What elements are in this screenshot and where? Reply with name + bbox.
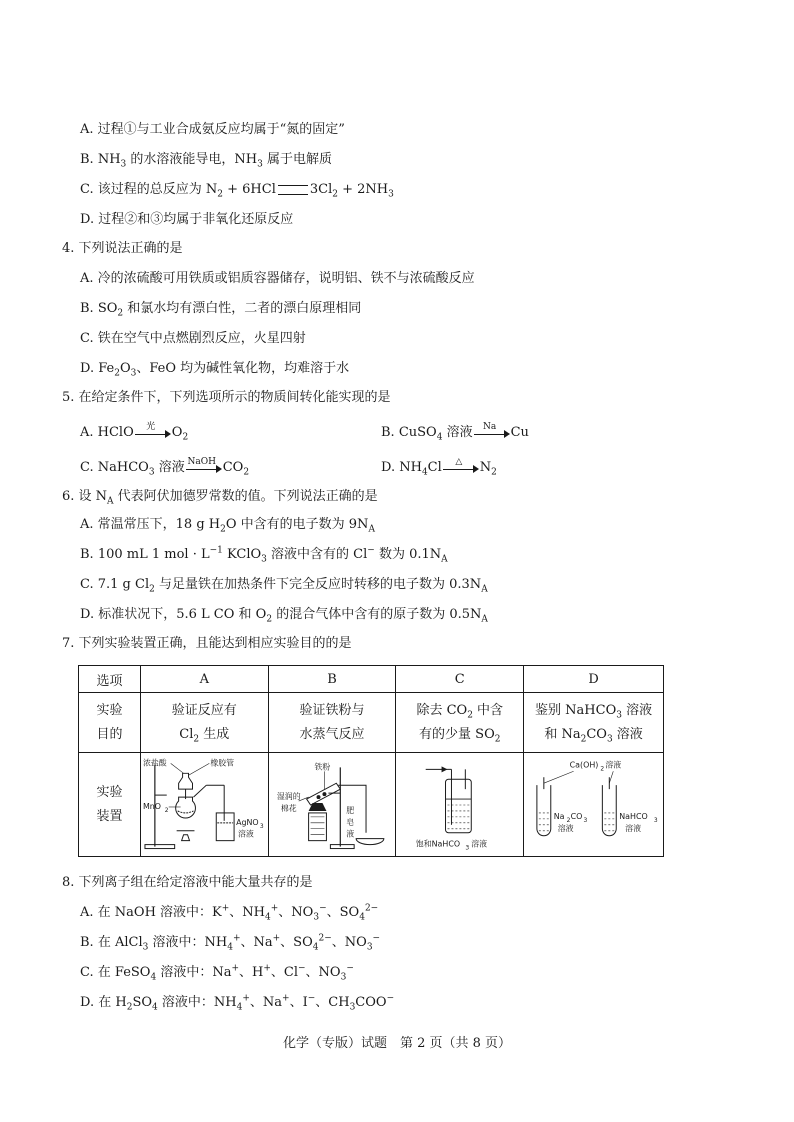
svg-text:3: 3 [654,816,658,824]
q5-option-a: A. HClO 光 $O_2$ [80,421,189,443]
device-c [396,753,524,857]
svg-text:溶液: 溶液 [471,839,488,849]
q5-option-d: D. $NH_4Cl$ △ $N_2$ [381,456,497,478]
svg-text:皂: 皂 [345,817,354,827]
q3-option-d: D. 过程②和③均属于非氧化还原反应 [80,212,294,227]
reaction-arrow-icon: NaOH [186,462,222,474]
svg-text:溶液: 溶液 [557,823,574,833]
device-d [524,753,664,857]
svg-text:湿润的: 湿润的 [276,791,301,801]
q8-option-c: C. 在 FeSO$_4$ 溶液中：Na+、H+、Cl−、$NO_3^-$ [80,963,354,983]
svg-text:溶液: 溶液 [237,829,254,839]
equals-sign-icon [278,185,308,195]
q8-option-d: D. 在 $H_2SO_4$ 溶液中：$NH_4^+$、Na+、I−、$CH_3COO^-$ [80,993,395,1013]
q4-option-c: C. 铁在空气中点燃剧烈反应，火星四射 [80,331,306,346]
q4-option-b: B. $SO_2$ 和氯水均有漂白性，二者的漂白原理相同 [80,301,362,319]
q6-option-d: D. 标准状况下，5.6 L CO 和 $O_2$ 的混合气体中含有的原子数为 $0.5N_A$ [80,607,488,625]
svg-text:液: 液 [345,829,354,839]
q3-option-a: A. 过程①与工业合成氨反应均属于“氮的固定” [80,122,345,137]
q8-option-a: A. 在 NaOH 溶液中：K+、$NH_4^+$、$NO_3^-$、$SO_4^{2-}$ [80,903,379,923]
q5-stem: 5. 在给定条件下，下列选项所示的物质间转化能实现的是 [62,390,391,405]
svg-text:3: 3 [259,822,264,830]
experiment-table [78,665,664,857]
purpose-a: 验证反应有 $Cl_2$ 生成 [140,693,268,753]
svg-text:CO: CO [570,811,583,821]
header-cell: C [396,666,524,693]
device-a [140,753,268,857]
svg-text:3: 3 [583,816,588,824]
chlorine-apparatus-diagram [141,755,268,855]
svg-text:2: 2 [566,816,571,824]
q6-stem: 6. 设 $N_A$ 代表阿伏加德罗常数的值。下列说法正确的是 [62,489,378,507]
device-label: 实验 装置 [79,753,141,857]
svg-text:3: 3 [465,844,470,852]
reaction-arrow-icon: 光 [135,427,171,439]
svg-text:棉花: 棉花 [280,803,297,813]
q3-option-c: C. 该过程的总反应为 $N_2 + 6HCl$ $3Cl_2 + 2NH_3$ [80,182,394,200]
svg-text:Na: Na [553,811,565,821]
svg-text:浓盐酸: 浓盐酸 [142,757,167,767]
svg-text:2: 2 [600,764,605,772]
q8-stem: 8. 下列离子组在给定溶液中能大量共存的是 [62,875,313,890]
q3-option-b: B. $NH_3$ 的水溶液能导电，$NH_3$ 属于电解质 [80,152,332,170]
purpose-c: 除去 $CO_2$ 中含 有的少量 $SO_2$ [396,693,524,753]
svg-text:铁粉: 铁粉 [314,761,330,771]
q4-option-a: A. 冷的浓硫酸可用铁质或铝质容器储存，说明铝、铁不与浓硫酸反应 [80,271,475,286]
q7-stem: 7. 下列实验装置正确，且能达到相应实验目的的是 [62,636,352,651]
q5-option-c: C. NaHCO$_3$ 溶液 NaOH $CO_2$ [80,456,250,478]
test-tube-diagram [524,755,663,855]
svg-text:溶液: 溶液 [605,759,622,769]
svg-text:MnO: MnO [142,801,161,811]
svg-text:Ca(OH): Ca(OH) [569,759,599,769]
svg-text:NaHCO: NaHCO [619,811,648,821]
q4-option-d: D. $Fe_2O_3$、FeO 均为碱性氧化物，均难溶于水 [80,361,350,379]
svg-text:2: 2 [164,806,169,814]
reaction-arrow-icon: △ [443,462,479,474]
purpose-d: 鉴别 NaHCO$_3$ 溶液 和 $Na_2CO_3$ 溶液 [524,693,664,753]
svg-text:AgNO: AgNO [235,817,259,827]
header-cell: B [268,666,396,693]
reaction-arrow-icon: Na [474,427,510,439]
q6-option-c: C. 7.1 g $Cl_2$ 与足量铁在加热条件下完全反应时转移的电子数为 $0.3N_A$ [80,577,488,595]
q6-option-b: B. 100 mL 1 mol · $L^{-1}$ KClO$_3$ 溶液中含有的 Cl− 数为 $0.1N_A$ [80,545,448,565]
header-cell: D [524,666,664,693]
svg-text:橡胶管: 橡胶管 [210,757,234,767]
purpose-row [79,693,664,753]
purpose-label: 实验 目的 [79,693,141,753]
page-footer: 化学（专版）试题 第 2 页（共 8 页） [282,1036,512,1051]
gas-washing-bottle-diagram [396,755,523,855]
q4-stem: 4. 下列说法正确的是 [62,241,183,256]
header-cell: A [140,666,268,693]
svg-text:溶液: 溶液 [625,823,642,833]
q5-option-b: B. CuSO$_4$ 溶液 Na Cu [381,421,529,443]
svg-text:肥: 肥 [345,805,354,815]
q8-option-b: B. 在 AlCl$_3$ 溶液中：$NH_4^+$、Na+、$SO_4^{2-}$、$NO_3^-$ [80,933,381,953]
q6-option-a: A. 常温常压下，18 g $H_2O$ 中含有的电子数为 $9N_A$ [80,517,375,535]
purpose-b: 验证铁粉与 水蒸气反应 [268,693,396,753]
iron-steam-apparatus-diagram [269,755,396,855]
device-row [79,753,664,857]
svg-text:饱和NaHCO: 饱和NaHCO [416,839,461,849]
device-b [268,753,396,857]
table-header-row [79,666,664,693]
header-cell: 选项 [79,666,141,693]
